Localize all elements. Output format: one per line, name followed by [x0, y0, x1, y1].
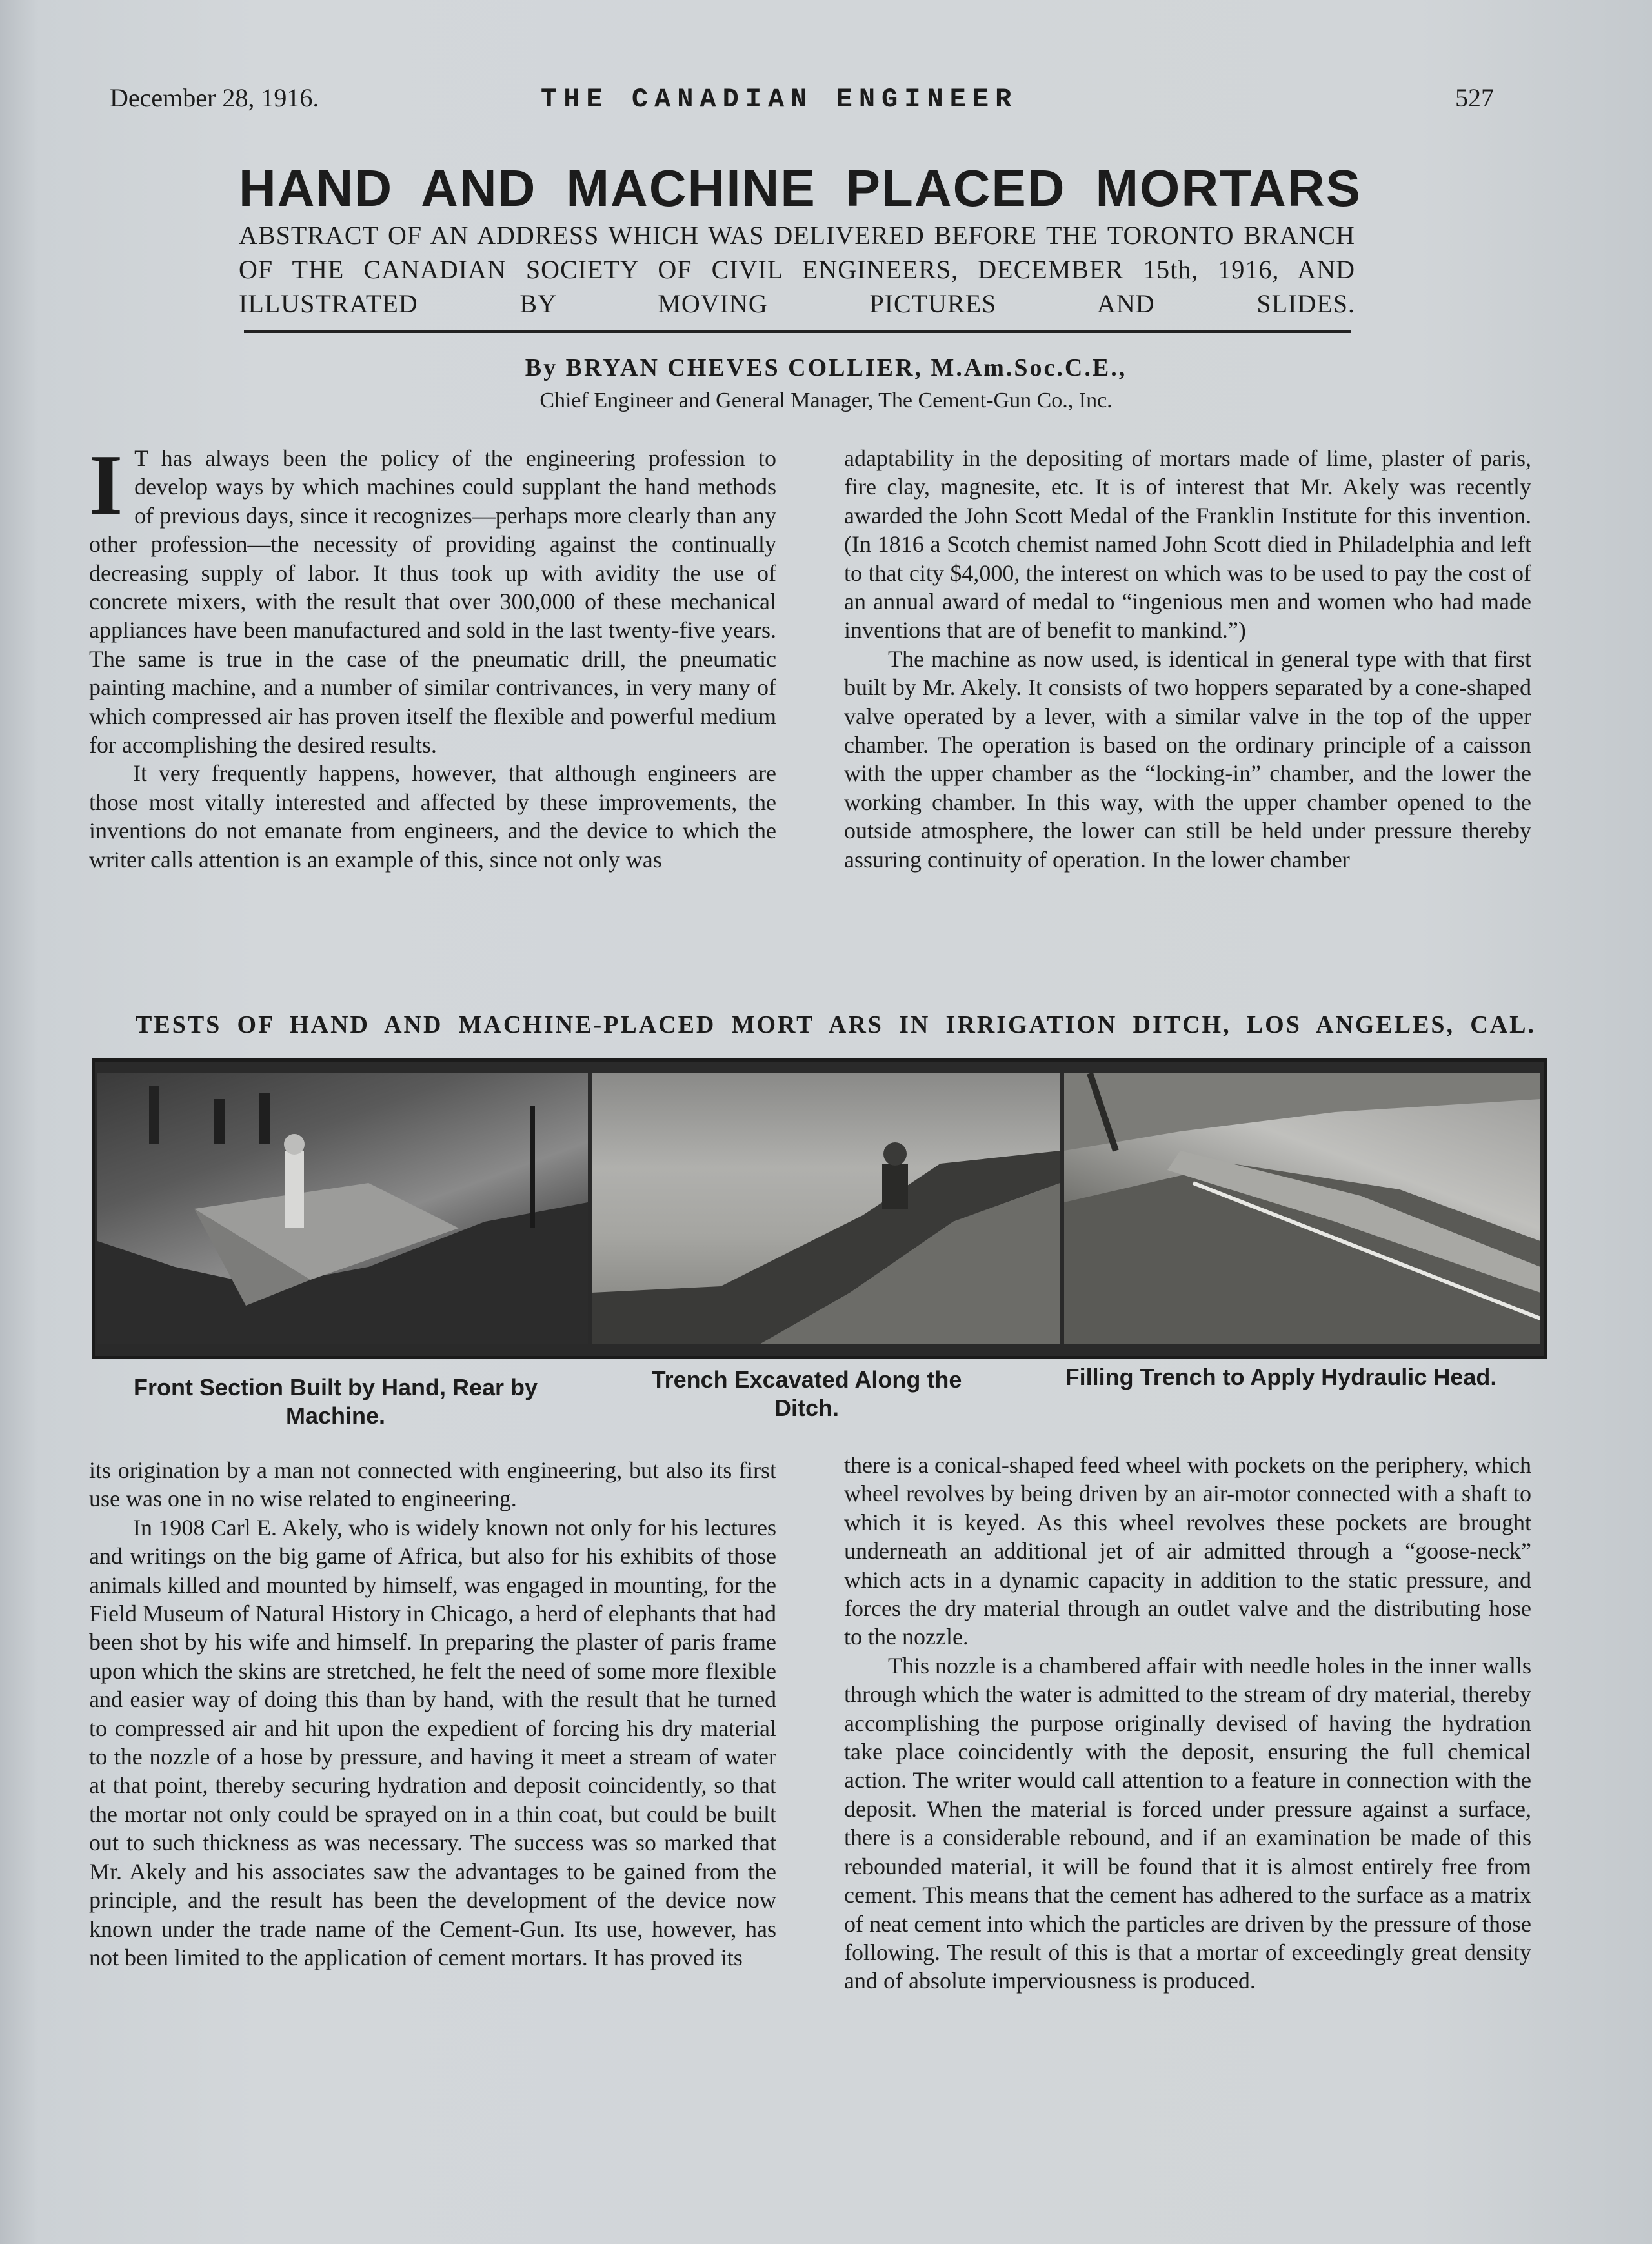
figure-title: TESTS OF HAND AND MACHINE-PLACED MORT ARS IN IRRIGATION DITCH, LOS ANGELES, CAL. [136, 1011, 1536, 1038]
article-subtitle: ABSTRACT OF AN ADDRESS WHICH WAS DELIVERED BEFORE THE TORONTO BRANCH OF THE CANADIAN SOCIETY OF CIVIL ENGINEERS, DECEMBER 15th, 1916, AND ILLUSTRATED BY MOVING PICTURES AND SLIDES. [239, 221, 1355, 318]
photo-caption-1: Front Section Built by Hand, Rear by Machine. [133, 1374, 538, 1429]
journal-name: THE CANADIAN ENGINEER [541, 84, 1018, 115]
page-number: 527 [1455, 83, 1494, 112]
photo-hand-and-machine-section [97, 1073, 588, 1344]
author-byline: By BRYAN CHEVES COLLIER, M.Am.Soc.C.E., [525, 354, 1127, 381]
text-column-4 [844, 1451, 1531, 1996]
text-column-3 [89, 1456, 776, 1972]
text-column-2 [844, 444, 1531, 874]
photo-trench-excavated [592, 1073, 1060, 1344]
text-column-1 [89, 437, 776, 874]
paragraph: In 1908 Carl E. Akely, who is widely known not only for his lectures and writings on the big game of Africa, but also for his exhibits of those animals killed and mounted by himself, was engaged in mounting, for the Field Museum of Natural History in Chicago, a herd of elephants that had been shot by his wife and himself. In preparing the plaster of paris frame upon which the skins are stretched, he felt the need of some more flexible and easier way of doing this than by hand, with the result that he turned to compressed air and hit upon the expedient of forcing his dry material to the nozzle of a hose by pressure, and having it meet a stream of water at that point, thereby securing hydration and deposit coincidently, so that the mortar not only could be sprayed on in a thin coat, but could be built out to such thickness as was necessary. The success was so marked that Mr. Akely and his associates saw the advantages to be gained from the principle, and the result has been the development of the device now known under the trade name of the Cement-Gun. Its use, however, has not been limited to the application of cement mortars. It has proved its [89, 1514, 776, 1970]
article-title: HAND AND MACHINE PLACED MORTARS [239, 159, 1362, 217]
paragraph: adaptability in the depositing of mortars made of lime, plaster of paris, fire clay, magnesite, etc. It is of interest that Mr. Akely was recently awarded the John Scott Medal of the Franklin Institute for this invention. (In 1816 a Scotch chemist named John Scott died in Philadelphia and left to that city $4,000, the interest on which was to be used to pay the cost of an annual award of medal to “ingenious men and women who had made inventions that are of benefit to mankind.”) [844, 445, 1531, 643]
drop-cap: I [89, 437, 123, 532]
photo-caption-2: Trench Excavated Along the Ditch. [651, 1366, 962, 1421]
photo-filling-trench [1064, 1073, 1540, 1344]
paragraph: its origination by a man not connected with engineering, but also its first use was one in no wise related to engineering. [89, 1457, 776, 1512]
paragraph: The machine as now used, is identical in general type with that first built by Mr. Akely. It consists of two hoppers separated by a cone-shaped valve operated by a lever, with a similar valve in the top of the upper chamber. The operation is based on the ordinary principle of a caisson with the upper chamber as the “locking-in” chamber, and the lower the working chamber. In this way, with the upper chamber opened to the outside atmosphere, the lower can still be held under pressure thereby assuring continuity of operation. In the lower chamber [844, 645, 1531, 873]
photo-strip [92, 1058, 1547, 1359]
title-divider [244, 330, 1351, 333]
paragraph [89, 437, 776, 759]
paragraph: This nozzle is a chambered affair with needle holes in the inner walls through which the water is admitted to the stream of dry material, thereby accomplishing the purpose originally devised of having the hydration take place coincidently with the deposit, ensuring the full chemical action. The writer would call attention to a feature in connection with the deposit. When the material is forced under pressure against a surface, there is a considerable rebound, and if an examination be made of this rebounded material, it will be found that it is almost entirely free from cement. This means that the cement has adhered to the surface as a matrix of neat cement into which the particles are driven by the pressure of those following. The result of this is that a mortar of exceedingly great density and of absolute imperviousness is produced. [844, 1652, 1531, 1994]
paragraph: It very frequently happens, however, that although engineers are those most vitally interested and affected by these improvements, the inventions do not emanate from engineers, and the device to which the writer calls attention is an example of this, since not only was [89, 760, 776, 873]
issue-date: December 28, 1916. [110, 83, 319, 112]
paragraph: there is a conical-shaped feed wheel with pockets on the periphery, which wheel revolves by being driven by an air-motor connected with a shaft to which it is keyed. As this wheel revolves these pockets are brought underneath an additional jet of air admitted through a “goose-neck” which acts in a dynamic capacity in addition to the static pressure, and forces the dry material through an outlet valve and the distributing hose to the nozzle. [844, 1452, 1531, 1650]
photo-caption-3: Filling Trench to Apply Hydraulic Head. [1065, 1364, 1497, 1390]
paragraph-text: T has always been the policy of the engineering profession to develop ways by which machines could supplant the hand methods of previous days, since it recognizes—perhaps more clearly than any other profession—the necessity of providing against the continually decreasing supply of labor. It thus took up with avidity the use of concrete mixers, with the result that over 300,000 of these mechanical appliances have been manufactured and sold in the last twenty-five years. The same is true in the case of the pneumatic drill, the pneumatic painting machine, and a number of similar contrivances, in very many of which compressed air has proven itself the flexible and powerful medium for accomplishing the desired results. [89, 445, 776, 758]
author-affiliation: Chief Engineer and General Manager, The Cement-Gun Co., Inc. [539, 389, 1113, 412]
